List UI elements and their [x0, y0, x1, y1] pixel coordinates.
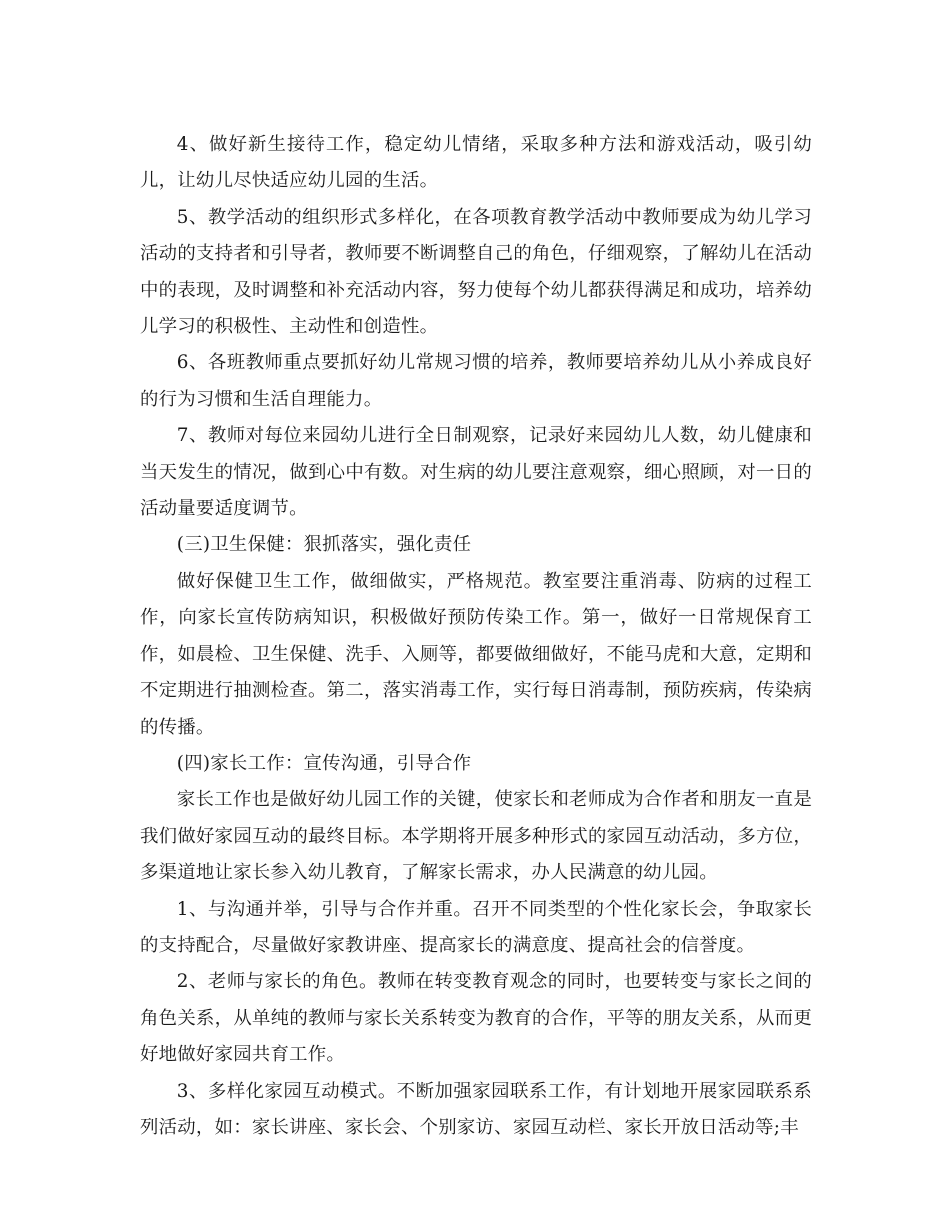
section-heading-parents: (四)家长工作：宣传沟通，引导合作 — [176, 752, 472, 774]
paragraph-item-6: 6、各班教师重点要抓好幼儿常规习惯的培养，教师要培养幼儿从小养成良好的行为习惯和生活自理能力。 — [140, 352, 812, 410]
document-body — [140, 127, 812, 1146]
paragraph-item-5: 5、教学活动的组织形式多样化，在各项教育教学活动中教师要成为幼儿学习活动的支持者和引导者，教师要不断调整自己的角色，仔细观察，了解幼儿在活动中的表现，及时调整和补充活动内容，努力使每个幼儿都获得满足和成功，培养幼儿学习的积极性、主动性和创造性。 — [140, 206, 812, 338]
paragraph-item-7: 7、教师对每位来园幼儿进行全日制观察，记录好来园幼儿人数，幼儿健康和当天发生的情况，做到心中有数。对生病的幼儿要注意观察，细心照顾，对一日的活动量要适度调节。 — [140, 425, 812, 520]
paragraph-parent-work: 家长工作也是做好幼儿园工作的关键，使家长和老师成为合作者和朋友一直是我们做好家园互动的最终目标。本学期将开展多种形式的家园互动活动，多方位，多渠道地让家长参入幼儿教育，了解家长需求，办人民满意的幼儿园。 — [140, 789, 812, 884]
paragraph-item-4: 4、做好新生接待工作，稳定幼儿情绪，采取多种方法和游戏活动，吸引幼儿，让幼儿尽快适应幼儿园的生活。 — [140, 134, 812, 192]
paragraph-parent-item-2: 2、老师与家长的角色。教师在转变教育观念的同时，也要转变与家长之间的角色关系，从单纯的教师与家长关系转变为教育的合作，平等的朋友关系，从而更好地做好家园共育工作。 — [140, 971, 812, 1066]
paragraph-parent-item-3: 3、多样化家园互动模式。不断加强家园联系工作，有计划地开展家园联系系列活动，如：家长讲座、家长会、个别家访、家园互动栏、家长开放日活动等;丰 — [140, 1080, 812, 1138]
paragraph-health-care: 做好保健卫生工作，做细做实，严格规范。教室要注重消毒、防病的过程工作，向家长宣传防病知识，积极做好预防传染工作。第一，做好一日常规保育工作，如晨检、卫生保健、洗手、入厕等，都要做细做好，不能马虎和大意，定期和不定期进行抽测检查。第二，落实消毒工作，实行每日消毒制，预防疾病，传染病的传播。 — [140, 570, 812, 738]
paragraph-parent-item-1: 1、与沟通并举，引导与合作并重。召开不同类型的个性化家长会，争取家长的支持配合，尽量做好家教讲座、提高家长的满意度、提高社会的信誉度。 — [140, 898, 812, 956]
section-heading-health: (三)卫生保健：狠抓落实，强化责任 — [176, 534, 472, 556]
